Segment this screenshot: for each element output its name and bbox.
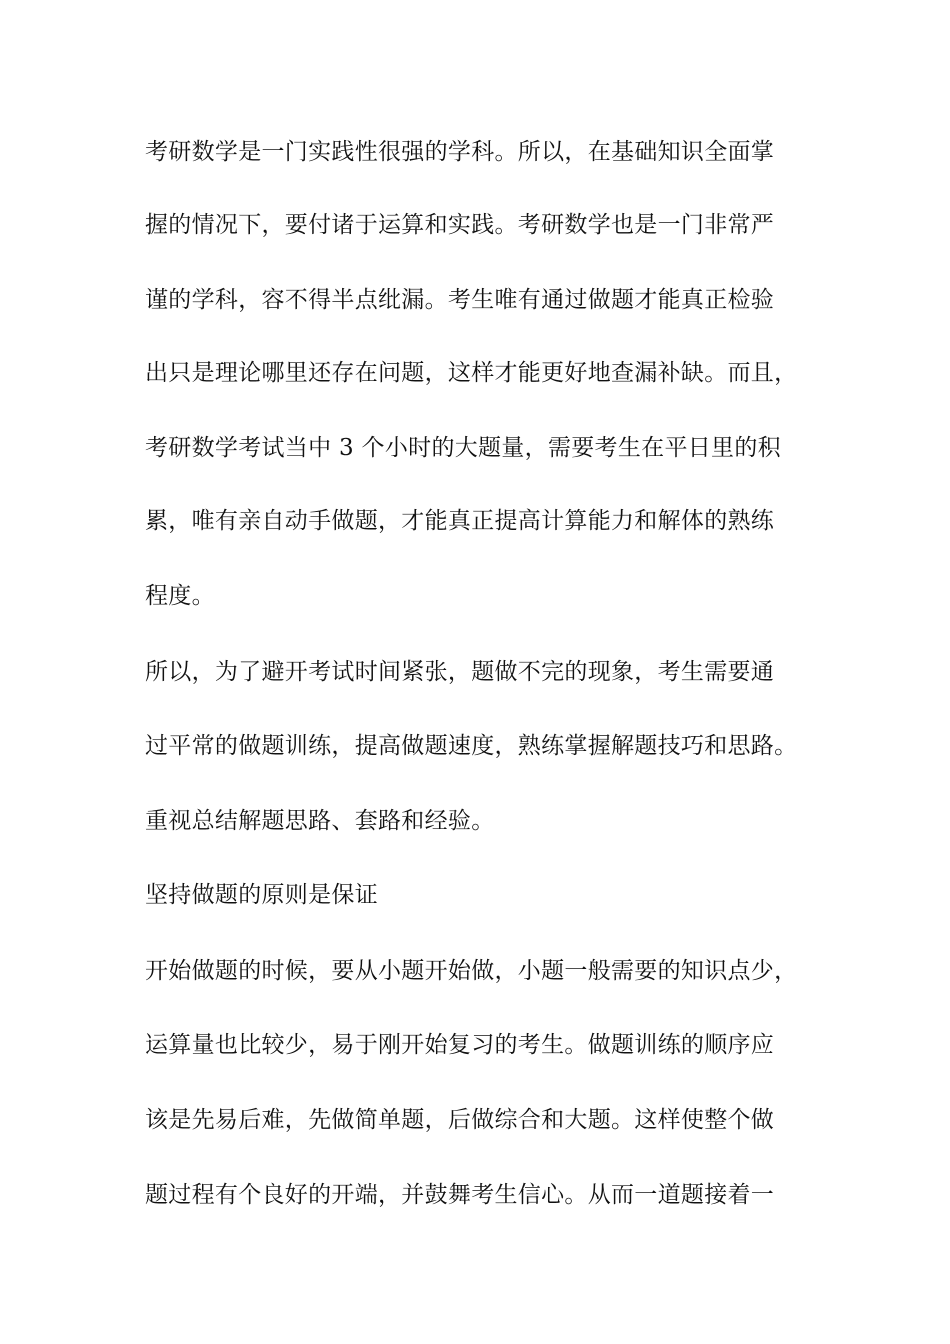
text-line: 开始做题的时候，要从小题开始做，小题一般需要的知识点少，	[145, 958, 798, 984]
text-line: 该是先易后难，先做简单题，后做综合和大题。这样使整个做	[145, 1107, 775, 1133]
text-line: 考研数学是一门实践性很强的学科。所以，在基础知识全面掌	[145, 139, 775, 165]
text-line: 程度。	[145, 583, 215, 609]
text-line: 题过程有个良好的开端，并鼓舞考生信心。从而一道题接着一	[145, 1182, 775, 1208]
text-line: 出只是理论哪里还存在问题，这样才能更好地查漏补缺。而且，	[145, 360, 798, 386]
text-line: 运算量也比较少，易于刚开始复习的考生。做题训练的顺序应	[145, 1032, 775, 1058]
text-line: 重视总结解题思路、套路和经验。	[145, 808, 495, 834]
section-heading: 坚持做题的原则是保证	[145, 882, 378, 908]
text-line: 所以，为了避开考试时间紧张，题做不完的现象，考生需要通	[145, 659, 775, 685]
text-line: 累，唯有亲自动手做题，才能真正提高计算能力和解体的熟练	[145, 508, 775, 534]
text-line: 考研数学考试当中 3 个小时的大题量，需要考生在平日里的积	[145, 435, 781, 461]
text-line: 握的情况下，要付诸于运算和实践。考研数学也是一门非常严	[145, 212, 775, 238]
text-line: 过平常的做题训练，提高做题速度，熟练掌握解题技巧和思路。	[145, 733, 798, 759]
text-line: 谨的学科，容不得半点纰漏。考生唯有通过做题才能真正检验	[145, 287, 775, 313]
